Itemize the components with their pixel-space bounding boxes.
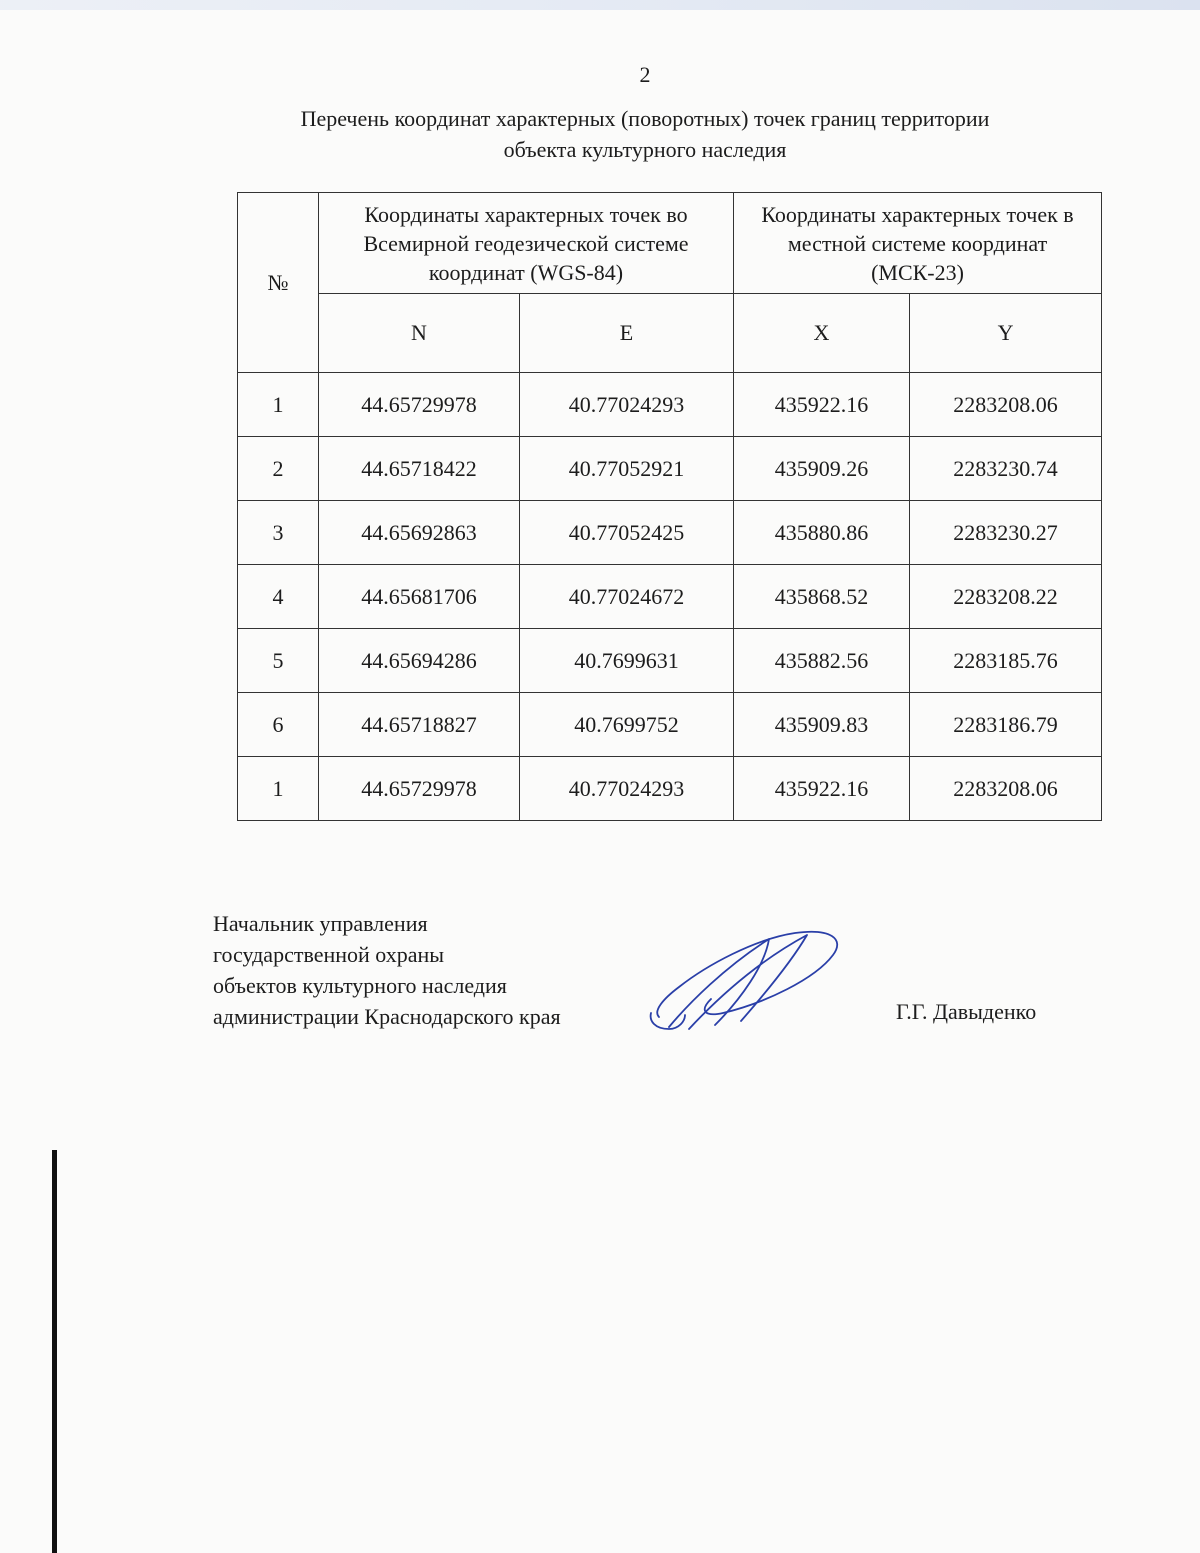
column-header-e: E [520, 294, 734, 373]
cell-longitude-e: 40.77052921 [520, 437, 734, 501]
cell-coordinate-y: 2283208.06 [910, 373, 1102, 437]
cell-coordinate-x: 435909.83 [734, 693, 910, 757]
cell-point-number: 2 [238, 437, 319, 501]
cell-coordinate-y: 2283230.74 [910, 437, 1102, 501]
cell-latitude-n: 44.65681706 [319, 565, 520, 629]
signatory-position-line-2: государственной охраны [213, 942, 445, 967]
table-row [238, 757, 1102, 821]
page-number: 2 [639, 62, 651, 87]
document-title-line-2: объекта культурного наследия [503, 137, 787, 162]
document-title [200, 103, 1090, 165]
cell-coordinate-x: 435922.16 [734, 373, 910, 437]
column-header-y: Y [910, 294, 1102, 373]
cell-latitude-n: 44.65718827 [319, 693, 520, 757]
column-header-n: N [319, 294, 520, 373]
handwritten-signature [645, 925, 845, 1035]
cell-latitude-n: 44.65694286 [319, 629, 520, 693]
cell-latitude-n: 44.65718422 [319, 437, 520, 501]
table-row [238, 629, 1102, 693]
signatory-position-line-3: объектов культурного наследия [213, 973, 507, 998]
signatory-position-line-4: администрации Краснодарского края [213, 1004, 561, 1029]
cell-coordinate-x: 435882.56 [734, 629, 910, 693]
cell-coordinate-y: 2283208.06 [910, 757, 1102, 821]
cell-coordinate-x: 435909.26 [734, 437, 910, 501]
signatory-position-line-1: Начальник управления [213, 911, 428, 936]
cell-coordinate-y: 2283208.22 [910, 565, 1102, 629]
cell-coordinate-y: 2283230.27 [910, 501, 1102, 565]
cell-longitude-e: 40.77024293 [520, 373, 734, 437]
scan-left-edge [52, 1150, 57, 1553]
cell-longitude-e: 40.77052425 [520, 501, 734, 565]
cell-latitude-n: 44.65729978 [319, 757, 520, 821]
cell-longitude-e: 40.77024293 [520, 757, 734, 821]
cell-point-number: 1 [238, 373, 319, 437]
cell-point-number: 3 [238, 501, 319, 565]
column-header-number: № [238, 193, 319, 373]
cell-latitude-n: 44.65729978 [319, 373, 520, 437]
cell-coordinate-x: 435922.16 [734, 757, 910, 821]
column-group-header-msk23: Координаты характерных точек в местной системе координат (МСК-23) [734, 193, 1102, 294]
cell-latitude-n: 44.65692863 [319, 501, 520, 565]
column-header-x: X [734, 294, 910, 373]
table-row [238, 693, 1102, 757]
table-subheader-row [238, 294, 1102, 373]
table-row [238, 373, 1102, 437]
cell-longitude-e: 40.7699752 [520, 693, 734, 757]
table-row [238, 437, 1102, 501]
cell-coordinate-y: 2283185.76 [910, 629, 1102, 693]
signatory-name: Г.Г. Давыденко [896, 999, 1037, 1024]
cell-longitude-e: 40.7699631 [520, 629, 734, 693]
cell-point-number: 1 [238, 757, 319, 821]
cell-longitude-e: 40.77024672 [520, 565, 734, 629]
table-row [238, 501, 1102, 565]
cell-coordinate-x: 435880.86 [734, 501, 910, 565]
table-row [238, 565, 1102, 629]
scan-top-band [0, 0, 1200, 10]
signature-stroke [689, 935, 807, 1029]
cell-point-number: 6 [238, 693, 319, 757]
cell-point-number: 4 [238, 565, 319, 629]
cell-coordinate-y: 2283186.79 [910, 693, 1102, 757]
table-header-row [238, 193, 1102, 294]
document-title-line-1: Перечень координат характерных (поворотных) точек границ территории [300, 106, 990, 131]
cell-point-number: 5 [238, 629, 319, 693]
signatory-position [213, 908, 561, 1032]
column-group-header-wgs84: Координаты характерных точек во Всемирной геодезической системе координат (WGS-84) [319, 193, 734, 294]
cell-coordinate-x: 435868.52 [734, 565, 910, 629]
coordinates-table [237, 192, 1102, 821]
